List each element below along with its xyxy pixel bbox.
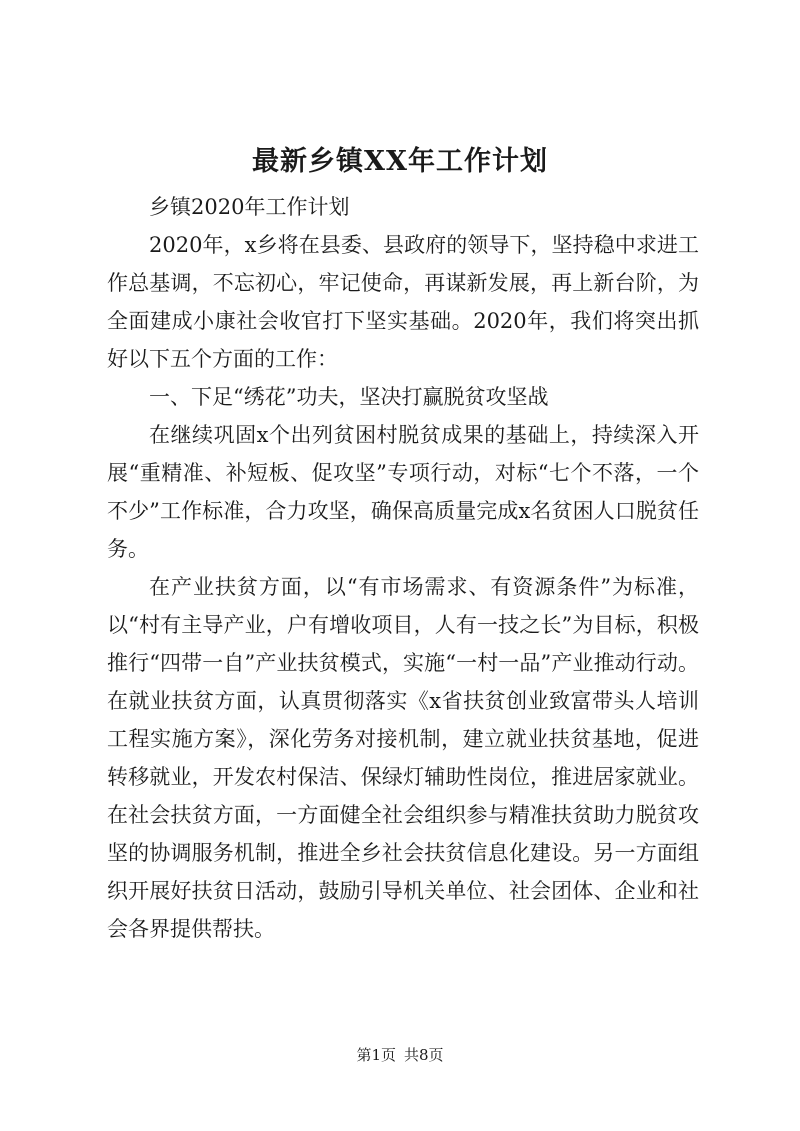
- page-number: 第1页: [356, 1046, 396, 1064]
- document-body: [107, 188, 699, 948]
- intro-paragraph: 2020年，x乡将在县委、县政府的领导下，坚持稳中求进工作总基调，不忘初心，牢记使命，再谋新发展，再上新台阶，为全面建成小康社会收官打下坚实基础。2020年，我们将突出抓好以下五个方面的工作：: [107, 233, 699, 371]
- section-heading: 一、下足“绣花”功夫，坚决打赢脱贫攻坚战: [149, 385, 549, 409]
- body-paragraph: 在产业扶贫方面，以“有市场需求、有资源条件”为标准，以“村有主导产业，户有增收项目，人有一技之长”为目标，积极推行“四带一自”产业扶贫模式，实施“一村一品”产业推动行动。在就业扶贫方面，认真贯彻落实《x省扶贫创业致富带头人培训工程实施方案》，深化劳务对接机制，建立就业扶贫基地，促进转移就业，开发农村保洁、保绿灯辅助性岗位，推进居家就业。在社会扶贫方面，一方面健全社会组织参与精准扶贫助力脱贫攻坚的协调服务机制，推进全乡社会扶贫信息化建设。另一方面组织开展好扶贫日活动，鼓励引导机关单位、社会团体、企业和社会各界提供帮扶。: [107, 575, 699, 941]
- body-paragraph: 在继续巩固x个出列贫困村脱贫成果的基础上，持续深入开展“重精准、补短板、促攻坚”专项行动，对标“七个不落，一个不少”工作标准，合力攻坚，确保高质量完成x名贫困人口脱贫任务。: [107, 423, 699, 561]
- page-footer: [0, 1044, 800, 1066]
- page-total: 共8页: [404, 1046, 444, 1064]
- subtitle-paragraph: 乡镇2020年工作计划: [149, 195, 350, 219]
- document-title: 最新乡镇XX年工作计划: [252, 146, 548, 177]
